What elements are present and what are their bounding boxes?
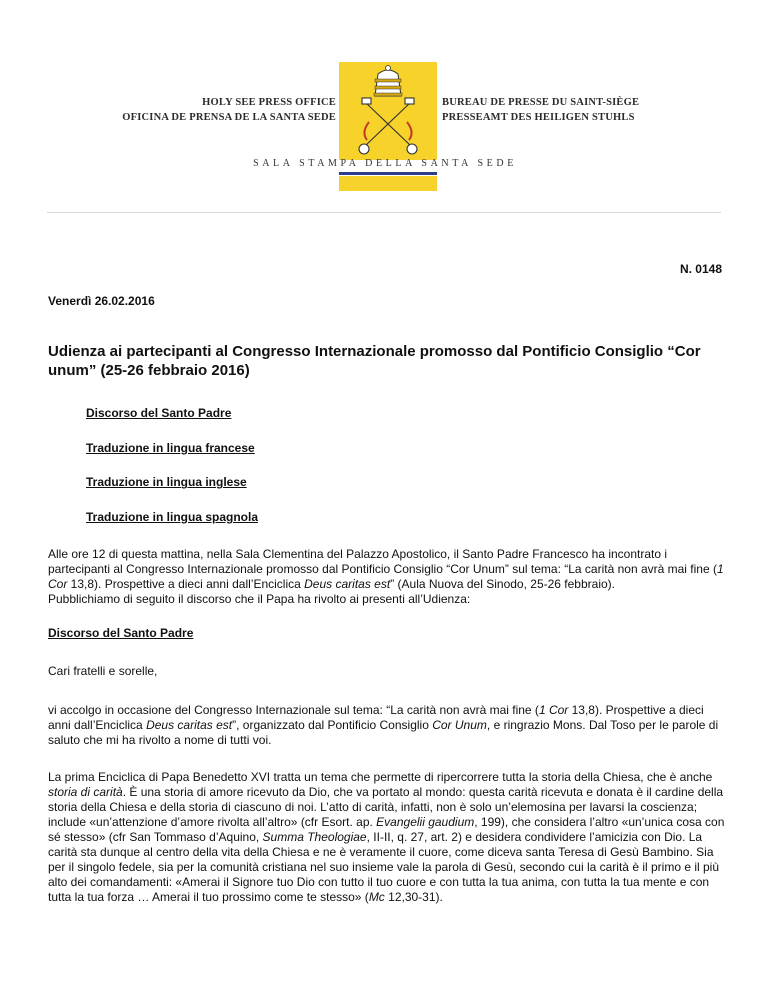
speech-p1-org: Cor Unum — [432, 718, 487, 732]
header-right-line-1: BUREAU DE PRESSE DU SAINT-SIÈGE — [442, 97, 640, 108]
intro-text-d: Pubblichiamo di seguito il discorso che il Papa ha rivolto ai presenti all’Udienza: — [48, 592, 471, 606]
bulletin-title: Udienza ai partecipanti al Congresso Internazionale promosso dal Pontificio Consiglio “Cor unum” (25-26 febbraio 2016) — [48, 343, 701, 379]
intro-ref: 1 Cor — [48, 562, 724, 591]
intro-encyclical: Deus caritas est — [304, 577, 391, 591]
header-left-block — [96, 95, 336, 125]
section-links — [86, 406, 258, 545]
speech-p1-text-d: , e ringrazio Mons. Dal Toso per le parole di saluto che mi ha rivolto a nome di tutti voi. — [48, 718, 719, 747]
header-right-block — [442, 95, 702, 125]
speech-p2-text-c: , 199), che considera l’altro «un’unica cosa con sé stesso» (cfr San Tommaso d’Aquino, — [48, 815, 725, 844]
bulletin-date: Venerdì 26.02.2016 — [48, 294, 155, 308]
speech-p1-encyclical: Deus caritas est — [146, 718, 233, 732]
header-divider — [47, 212, 721, 213]
link-traduzione-inglese[interactable]: Traduzione in lingua inglese — [86, 475, 247, 490]
header-right-line-2: PRESSEAMT DES HEILIGEN STUHLS — [442, 112, 635, 123]
link-traduzione-spagnola[interactable]: Traduzione in lingua spagnola — [86, 510, 259, 525]
speech-paragraph-1 — [48, 703, 728, 748]
link-traduzione-francese[interactable]: Traduzione in lingua francese — [86, 440, 255, 455]
speech-p2-text-d: , II-II, q. 27, art. 2) e desidera condividere l’amicizia con Dio. La carità sta dunque al centro della vita della Chiesa e ne è veramente il cuore, come diceva santa Teresa di Gesù Bambino. Sia per il singolo fedele, sia per la comunità cristiana nel suo insieme vale la parola di Gesù, secondo cui la carità è il primo e il più alto dei comandamenti: «Amerai il Signore tuo Dio con tutto il tuo cuore e con tutta la tua anima, con tutta la tua mente e con tutta la tua forza … Amerai il tuo prossimo come te stesso» ( — [48, 830, 720, 904]
speech-p1-text-b: 13,8). Prospettive a dieci anni dall’Enciclica — [48, 703, 704, 732]
intro-text-c: ” (Aula Nuova del Sinodo, 25-26 febbraio). — [390, 577, 615, 591]
speech-p2-italic-3: Summa Theologiae — [262, 830, 367, 844]
speech-paragraph-2 — [48, 770, 728, 905]
emblem-yellow-bar — [339, 176, 437, 191]
link-discorso[interactable]: Discorso del Santo Padre — [86, 406, 232, 420]
speech-p2-text-a: La prima Enciclica di Papa Benedetto XVI tratta un tema che permette di ripercorrere tutta la storia della Chiesa, che è anche — [48, 770, 713, 784]
speech-p2-italic-2: Evangelii gaudium — [376, 815, 475, 829]
speech-p2-text-e: 12,30-31). — [384, 890, 443, 904]
emblem-blue-bar — [339, 172, 437, 175]
speech-p1-ref: 1 Cor — [538, 703, 569, 717]
speech-greeting: Cari fratelli e sorelle, — [48, 664, 158, 678]
header-left-line-2: OFICINA DE PRENSA DE LA SANTA SEDE — [122, 112, 336, 123]
header-left-line-1: HOLY SEE PRESS OFFICE — [202, 97, 336, 108]
speech-heading: Discorso del Santo Padre — [48, 626, 194, 640]
bulletin-number: N. 0148 — [679, 262, 722, 276]
intro-text-b: 13,8). Prospettive a dieci anni dall’Enciclica — [67, 577, 305, 591]
speech-p1-text-c: ”, organizzato dal Pontificio Consiglio — [232, 718, 433, 732]
speech-p1-text-a: vi accolgo in occasione del Congresso Internazionale sul tema: “La carità non avrà mai fine ( — [48, 703, 539, 717]
speech-p2-text-b: . È una storia di amore ricevuto da Dio, che va portato al mondo: questa carità ricevuta e donata è il cardine della storia della Chiesa e della storia di ciascuno di noi. L’atto di carità, infatti, non è solo un’elemosina per lavarsi la coscienza; include «un’attenzione d’amore rivolta all’altro» (cfr Esort. ap. — [48, 785, 724, 829]
intro-paragraph — [48, 547, 728, 607]
speech-p2-italic-1: storia di carità — [48, 785, 123, 799]
speech-p2-italic-4: Mc — [368, 890, 385, 904]
papal-coat-of-arms-icon — [339, 62, 437, 160]
press-office-subtitle: SALA STAMPA DELLA SANTA SEDE — [253, 158, 517, 169]
intro-text-a: Alle ore 12 di questa mattina, nella Sala Clementina del Palazzo Apostolico, il Santo Padre Francesco ha incontrato i partecipanti al Congresso Internazionale promosso dal Pontificio Consiglio “Cor Unum” sul tema: “La carità non avrà mai fine ( — [48, 547, 717, 576]
